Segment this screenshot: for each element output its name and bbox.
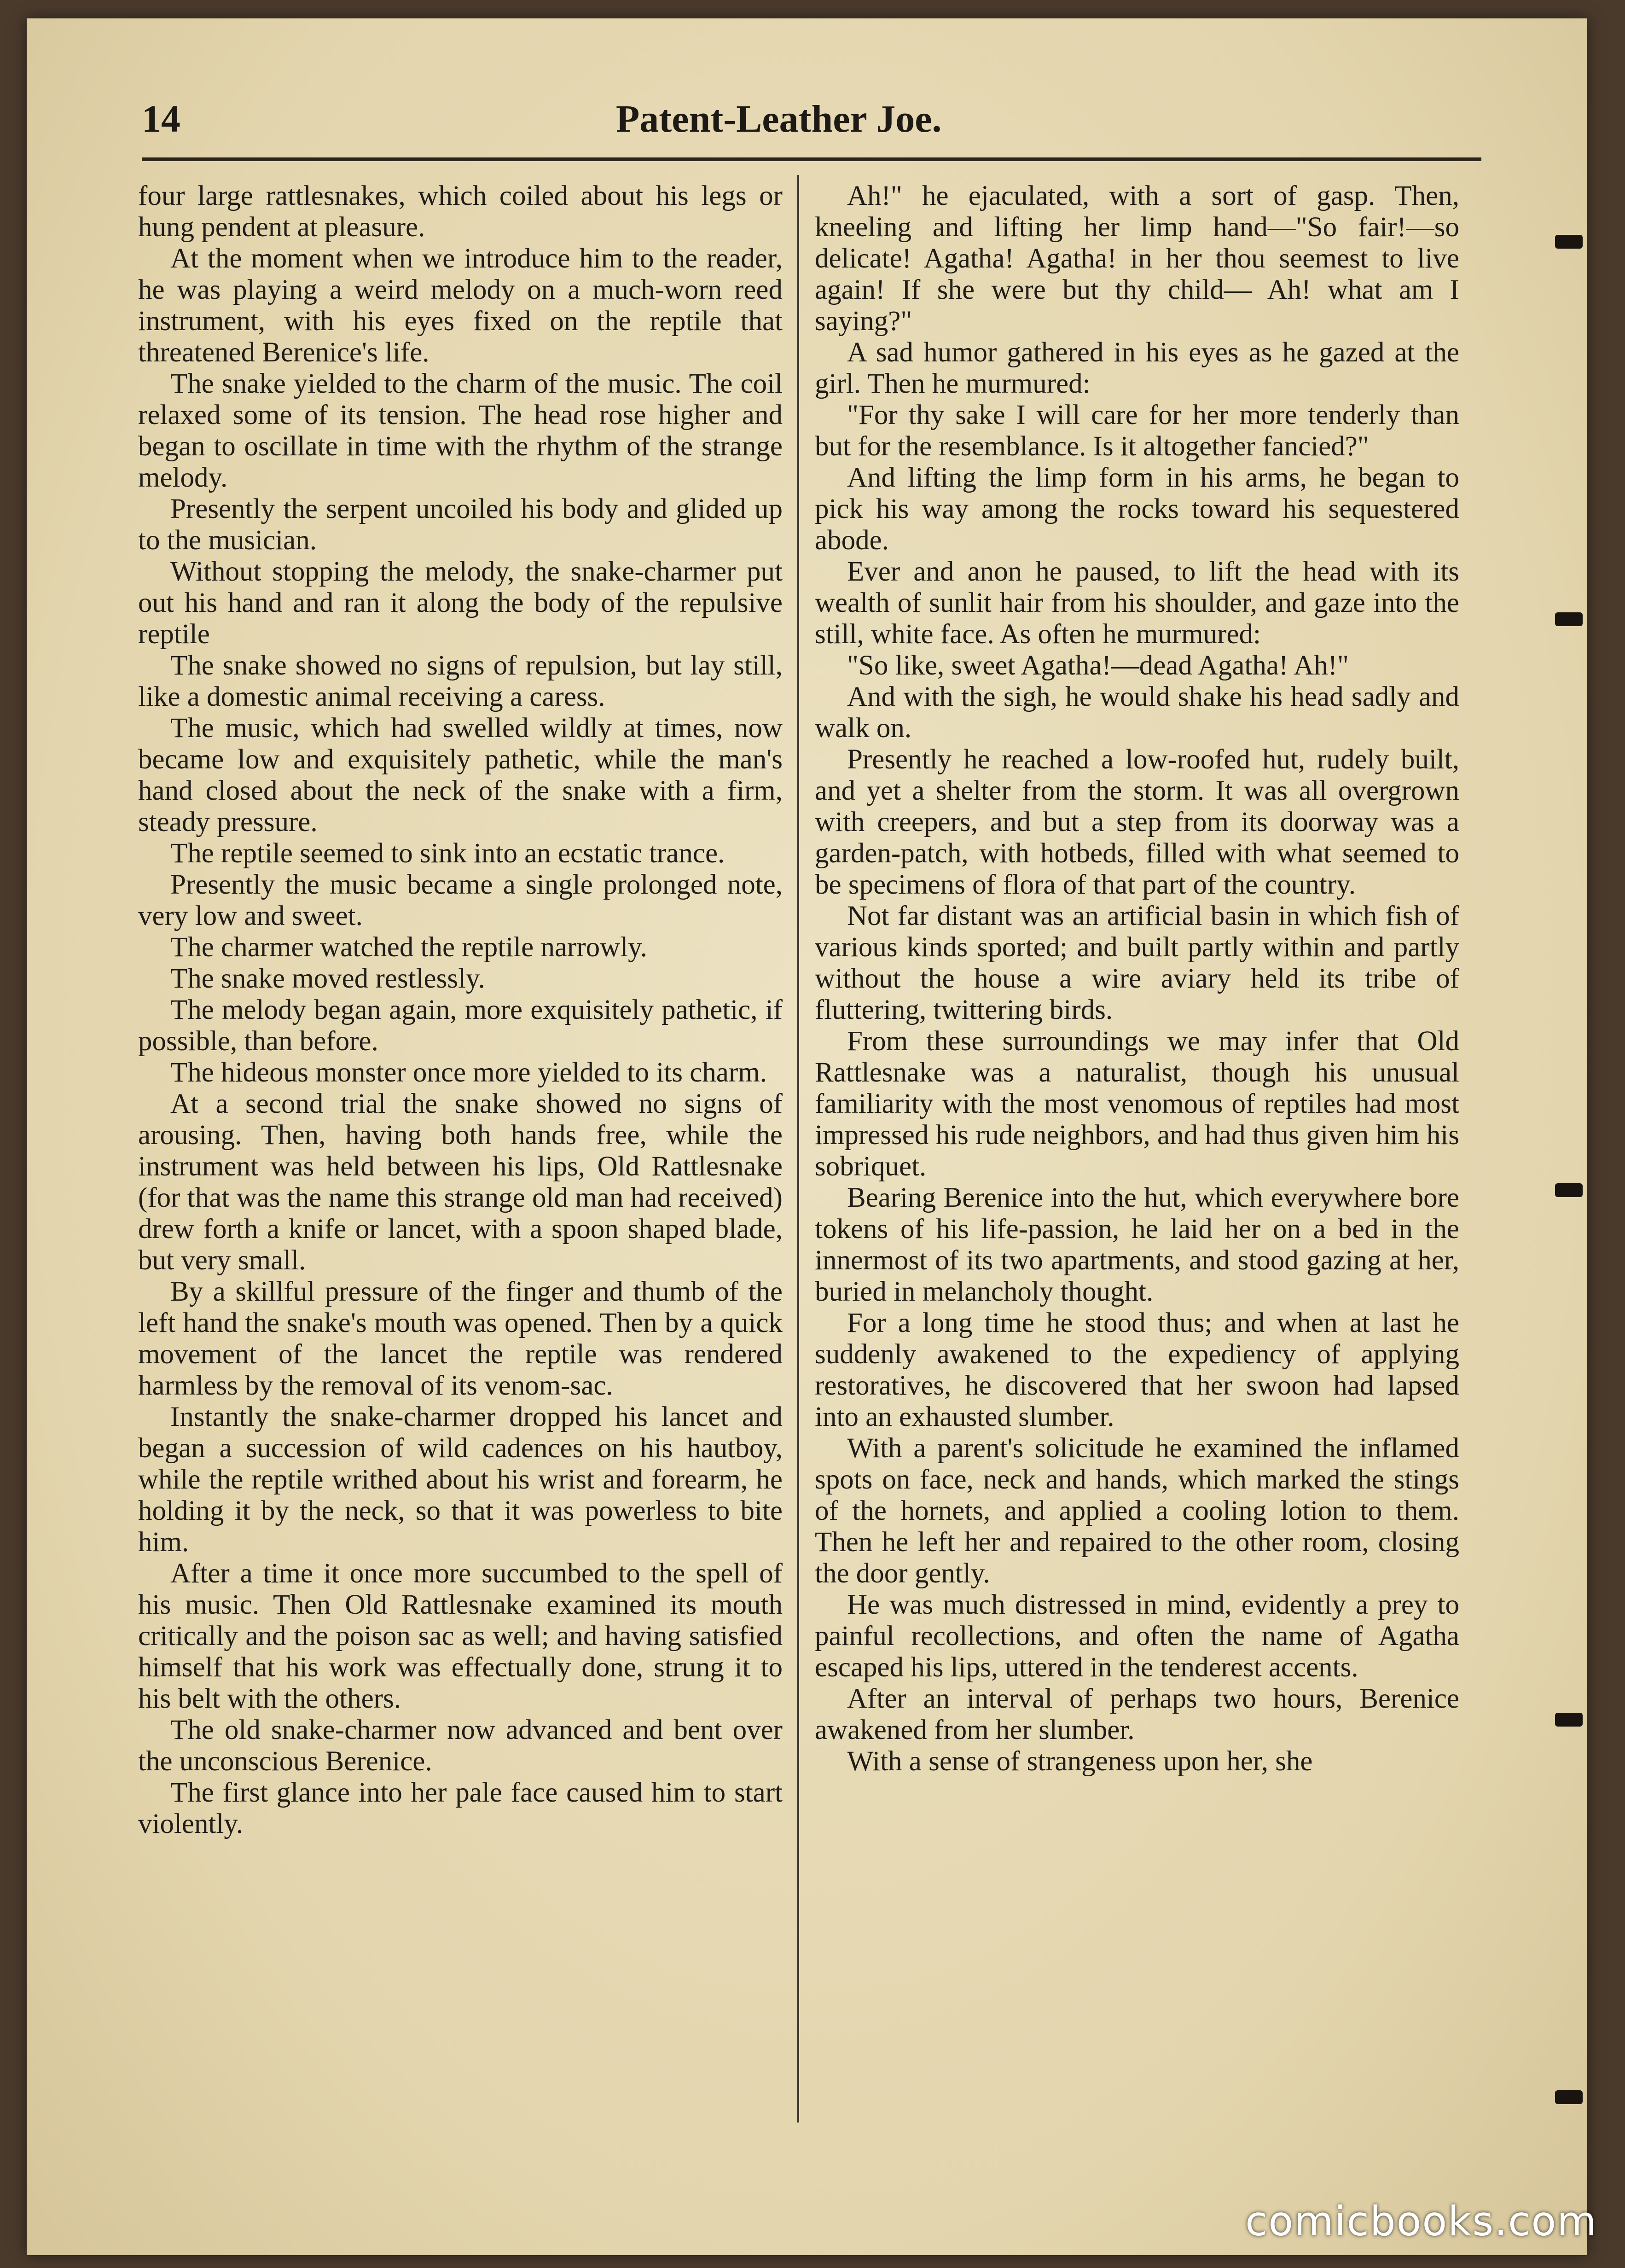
paragraph: "For thy sake I will care for her more tenderly than but for the resemblance. Is it altogether fancied?" bbox=[815, 400, 1459, 462]
binding-mark bbox=[1555, 2090, 1583, 2104]
binding-mark bbox=[1555, 1183, 1583, 1197]
paragraph: Presently the music became a single prolonged note, very low and sweet. bbox=[138, 869, 783, 931]
paragraph: Presently the serpent uncoiled his body and glided up to the musician. bbox=[138, 494, 783, 556]
running-title: Patent-Leather Joe. bbox=[616, 98, 942, 140]
paragraph: Without stopping the melody, the snake-charmer put out his hand and ran it along the body of the repulsive reptile bbox=[138, 556, 783, 650]
header-rule bbox=[142, 157, 1481, 161]
paragraph: And lifting the limp form in his arms, he began to pick his way among the rocks toward his sequestered abode. bbox=[815, 462, 1459, 556]
page-header bbox=[142, 97, 1481, 152]
paragraph: The snake yielded to the charm of the music. The coil relaxed some of its tension. The head rose higher and began to oscillate in time with the rhythm of the strange melody. bbox=[138, 368, 783, 493]
paragraph: The music, which had swelled wildly at times, now became low and exquisitely pathetic, while the man's hand closed about the neck of the snake with a firm, steady pressure. bbox=[138, 713, 783, 837]
paragraph: By a skillful pressure of the finger and thumb of the left hand the snake's mouth was opened. Then by a quick movement of the lancet the reptile was rendered harmless by the removal of its venom-sac. bbox=[138, 1276, 783, 1401]
paragraph: He was much distressed in mind, evidently a prey to painful recollections, and often the name of Agatha escaped his lips, uttered in the tenderest accents. bbox=[815, 1589, 1459, 1683]
paragraph: After a time it once more succumbed to the spell of his music. Then Old Rattlesnake examined its mouth critically and the poison sac as well; and having satisfied himself that his work was effectually done, strung it to his belt with the others. bbox=[138, 1558, 783, 1714]
paragraph: Ah!" he ejaculated, with a sort of gasp. Then, kneeling and lifting her limp hand—"So fair!—so delicate! Agatha! Agatha! in her thou seemest to live again! If she were but thy child— Ah! what am I saying?" bbox=[815, 180, 1459, 337]
magazine-page bbox=[27, 18, 1587, 2255]
paragraph: From these surroundings we may infer that Old Rattlesnake was a naturalist, though his unusual familiarity with the most venomous of reptiles had most impressed his rude neighbors, and had thus given him his sobriquet. bbox=[815, 1026, 1459, 1182]
paragraph: Instantly the snake-charmer dropped his lancet and began a succession of wild cadences on his hautboy, while the reptile writhed about his wrist and forearm, he holding it by the neck, so that it was powerless to bite him. bbox=[138, 1402, 783, 1558]
right-column bbox=[815, 180, 1459, 2188]
paragraph: The melody began again, more exquisitely pathetic, if possible, than before. bbox=[138, 994, 783, 1057]
paragraph: With a sense of strangeness upon her, she bbox=[847, 1746, 1313, 1777]
paragraph: At a second trial the snake showed no signs of arousing. Then, having both hands free, while the instrument was held between his lips, Old Rattlesnake (for that was the name this strange old man had received) drew forth a knife or lancet, with a spoon shaped blade, but very small. bbox=[138, 1088, 783, 1276]
paragraph: Bearing Berenice into the hut, which everywhere bore tokens of his life-passion, he laid her on a bed in the innermost of its two apartments, and stood gazing at her, buried in melancholy thought. bbox=[815, 1182, 1459, 1307]
paragraph: Presently he reached a low-roofed hut, rudely built, and yet a shelter from the storm. It was all overgrown with creepers, and but a step from its doorway was a garden-patch, with hotbeds, filled with what seemed to be specimens of flora of that part of the country. bbox=[815, 744, 1459, 900]
paragraph: At the moment when we introduce him to the reader, he was playing a weird melody on a much-worn reed instrument, with his eyes fixed on the reptile that threatened Berenice's life. bbox=[138, 243, 783, 368]
paragraph: The reptile seemed to sink into an ecstatic trance. bbox=[170, 838, 725, 869]
binding-mark bbox=[1555, 612, 1583, 626]
binding-mark bbox=[1555, 1713, 1583, 1727]
paragraph: The old snake-charmer now advanced and bent over the unconscious Berenice. bbox=[138, 1715, 783, 1777]
paragraph: And with the sigh, he would shake his head sadly and walk on. bbox=[815, 681, 1459, 744]
paragraph: A sad humor gathered in his eyes as he gazed at the girl. Then he murmured: bbox=[815, 337, 1459, 399]
paragraph: four large rattlesnakes, which coiled about his legs or hung pendent at pleasure. bbox=[138, 180, 783, 243]
paragraph: "So like, sweet Agatha!—dead Agatha! Ah!" bbox=[847, 650, 1349, 681]
paragraph: The charmer watched the reptile narrowly. bbox=[170, 932, 647, 963]
paragraph: The snake moved restlessly. bbox=[170, 963, 485, 994]
watermark: comicbooks.com bbox=[1245, 2198, 1597, 2245]
paragraph: The hideous monster once more yielded to its charm. bbox=[170, 1057, 767, 1088]
column-divider bbox=[797, 175, 799, 2123]
paragraph: The snake showed no signs of repulsion, but lay still, like a domestic animal receiving a caress. bbox=[138, 650, 783, 712]
paragraph: The first glance into her pale face caused him to start violently. bbox=[138, 1777, 783, 1839]
paragraph: Not far distant was an artificial basin in which fish of various kinds sported; and built partly within and partly without the house a wire aviary held its tribe of fluttering, twittering birds. bbox=[815, 901, 1459, 1025]
page-number: 14 bbox=[142, 98, 180, 140]
paragraph: After an interval of perhaps two hours, Berenice awakened from her slumber. bbox=[815, 1683, 1459, 1745]
paragraph: With a parent's solicitude he examined the inflamed spots on face, neck and hands, which marked the stings of the hornets, and applied a cooling lotion to them. Then he left her and repaired to the other room, closing the door gently. bbox=[815, 1433, 1459, 1589]
left-column bbox=[138, 180, 783, 2188]
binding-mark bbox=[1555, 235, 1583, 249]
paragraph: For a long time he stood thus; and when at last he suddenly awakened to the expediency of applying restoratives, he discovered that her swoon had lapsed into an exhausted slumber. bbox=[815, 1308, 1459, 1432]
paragraph: Ever and anon he paused, to lift the head with its wealth of sunlit hair from his shoulder, and gaze into the still, white face. As often he murmured: bbox=[815, 556, 1459, 650]
